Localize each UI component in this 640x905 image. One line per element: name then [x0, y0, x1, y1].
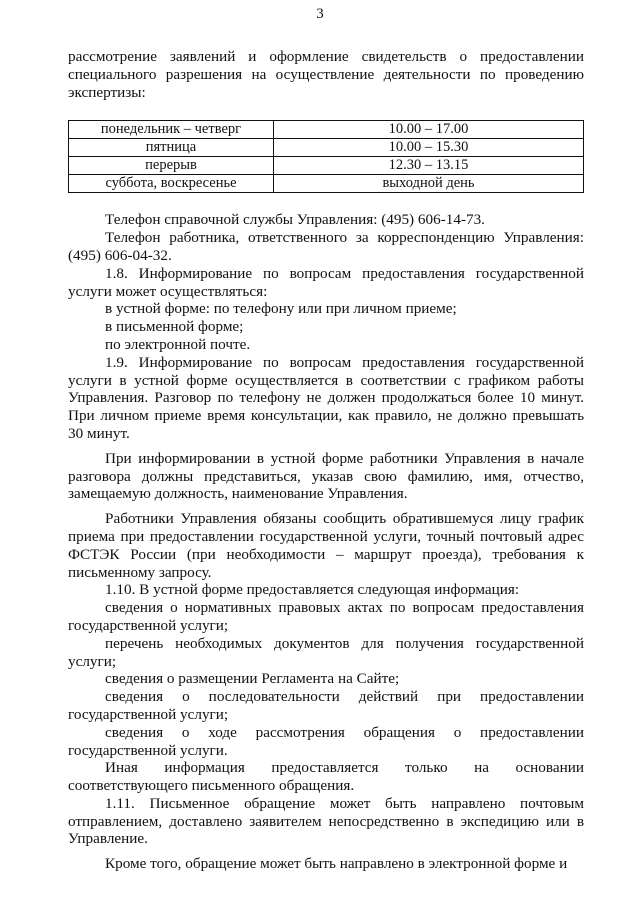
table-row	[69, 175, 584, 193]
section-1-9-paragraph: 1.9. Информирование по вопросам предоставления государственной услуги в устной форме осуществляется в соответствии с графиком работы Управления. Разговор по телефону не должен продолжаться более 10 минут. При личном приеме время консультации, как правило, не должно превышать 30 минут.	[68, 353, 584, 442]
schedule-day: понедельник – четверг	[69, 121, 274, 139]
other-info-paragraph: Иная информация предоставляется только на основании соответствующего письменного обращения.	[68, 759, 584, 795]
electronic-form-paragraph: Кроме того, обращение может быть направлено в электронной форме и	[105, 855, 568, 873]
section-1-11-paragraph: 1.11. Письменное обращение может быть направлено почтовым отправлением, доставлено заявителем непосредственно в экспедицию или в Управление.	[68, 794, 584, 848]
list-item-oral: в устной форме: по телефону или при личном приеме;	[105, 300, 457, 318]
schedule-time: выходной день	[274, 175, 584, 193]
table-row	[69, 157, 584, 175]
page-number: 3	[316, 6, 324, 22]
intro-paragraph: рассмотрение заявлений и оформление свидетельств о предоставлении специального разрешения на осуществление деятельности по проведению экспертизы:	[68, 48, 584, 101]
obligations-paragraph: Работники Управления обязаны сообщить обратившемуся лицу график приема при предоставлении государственной услуги, точный почтовый адрес ФСТЭК России (при необходимости – маршрут проезда), требования к письменному запросу.	[68, 510, 584, 581]
list-item-documents: перечень необходимых документов для получения государственной услуги;	[68, 634, 584, 670]
list-item-legal-acts: сведения о нормативных правовых актах по вопросам предоставления государственной услуги;	[68, 599, 584, 634]
schedule-day: суббота, воскресенье	[69, 175, 274, 193]
table-row	[69, 121, 584, 139]
document-body	[68, 48, 584, 873]
list-item-email: по электронной почте.	[105, 335, 251, 353]
section-1-10-paragraph: 1.10. В устной форме предоставляется следующая информация:	[105, 581, 520, 599]
oral-intro-paragraph: При информировании в устной форме работники Управления в начале разговора должны представиться, указав свою фамилию, имя, отчество, замещаемую должность, наименование Управления.	[68, 449, 584, 503]
section-1-8-paragraph: 1.8. Информирование по вопросам предоставления государственной услуги может осуществляться:	[68, 264, 584, 300]
help-phone-paragraph: Телефон справочной службы Управления: (495) 606-14-73.	[105, 211, 485, 229]
schedule-day: пятница	[69, 139, 274, 157]
list-item-regulation: сведения о размещении Регламента на Сайте;	[105, 670, 400, 688]
table-row	[69, 139, 584, 157]
schedule-time: 10.00 – 17.00	[274, 121, 584, 139]
schedule-time: 10.00 – 15.30	[274, 139, 584, 157]
schedule-day: перерыв	[69, 157, 274, 175]
schedule-time: 12.30 – 13.15	[274, 157, 584, 175]
list-item-progress: сведения о ходе рассмотрения обращения о предоставлении государственной услуги.	[68, 723, 584, 759]
schedule-table	[68, 120, 584, 193]
list-item-sequence: сведения о последовательности действий при предоставлении государственной услуги;	[68, 688, 584, 723]
list-item-written: в письменной форме;	[105, 318, 244, 336]
worker-phone-paragraph: Телефон работника, ответственного за корреспонденцию Управления: (495) 606-04-32.	[68, 229, 584, 264]
